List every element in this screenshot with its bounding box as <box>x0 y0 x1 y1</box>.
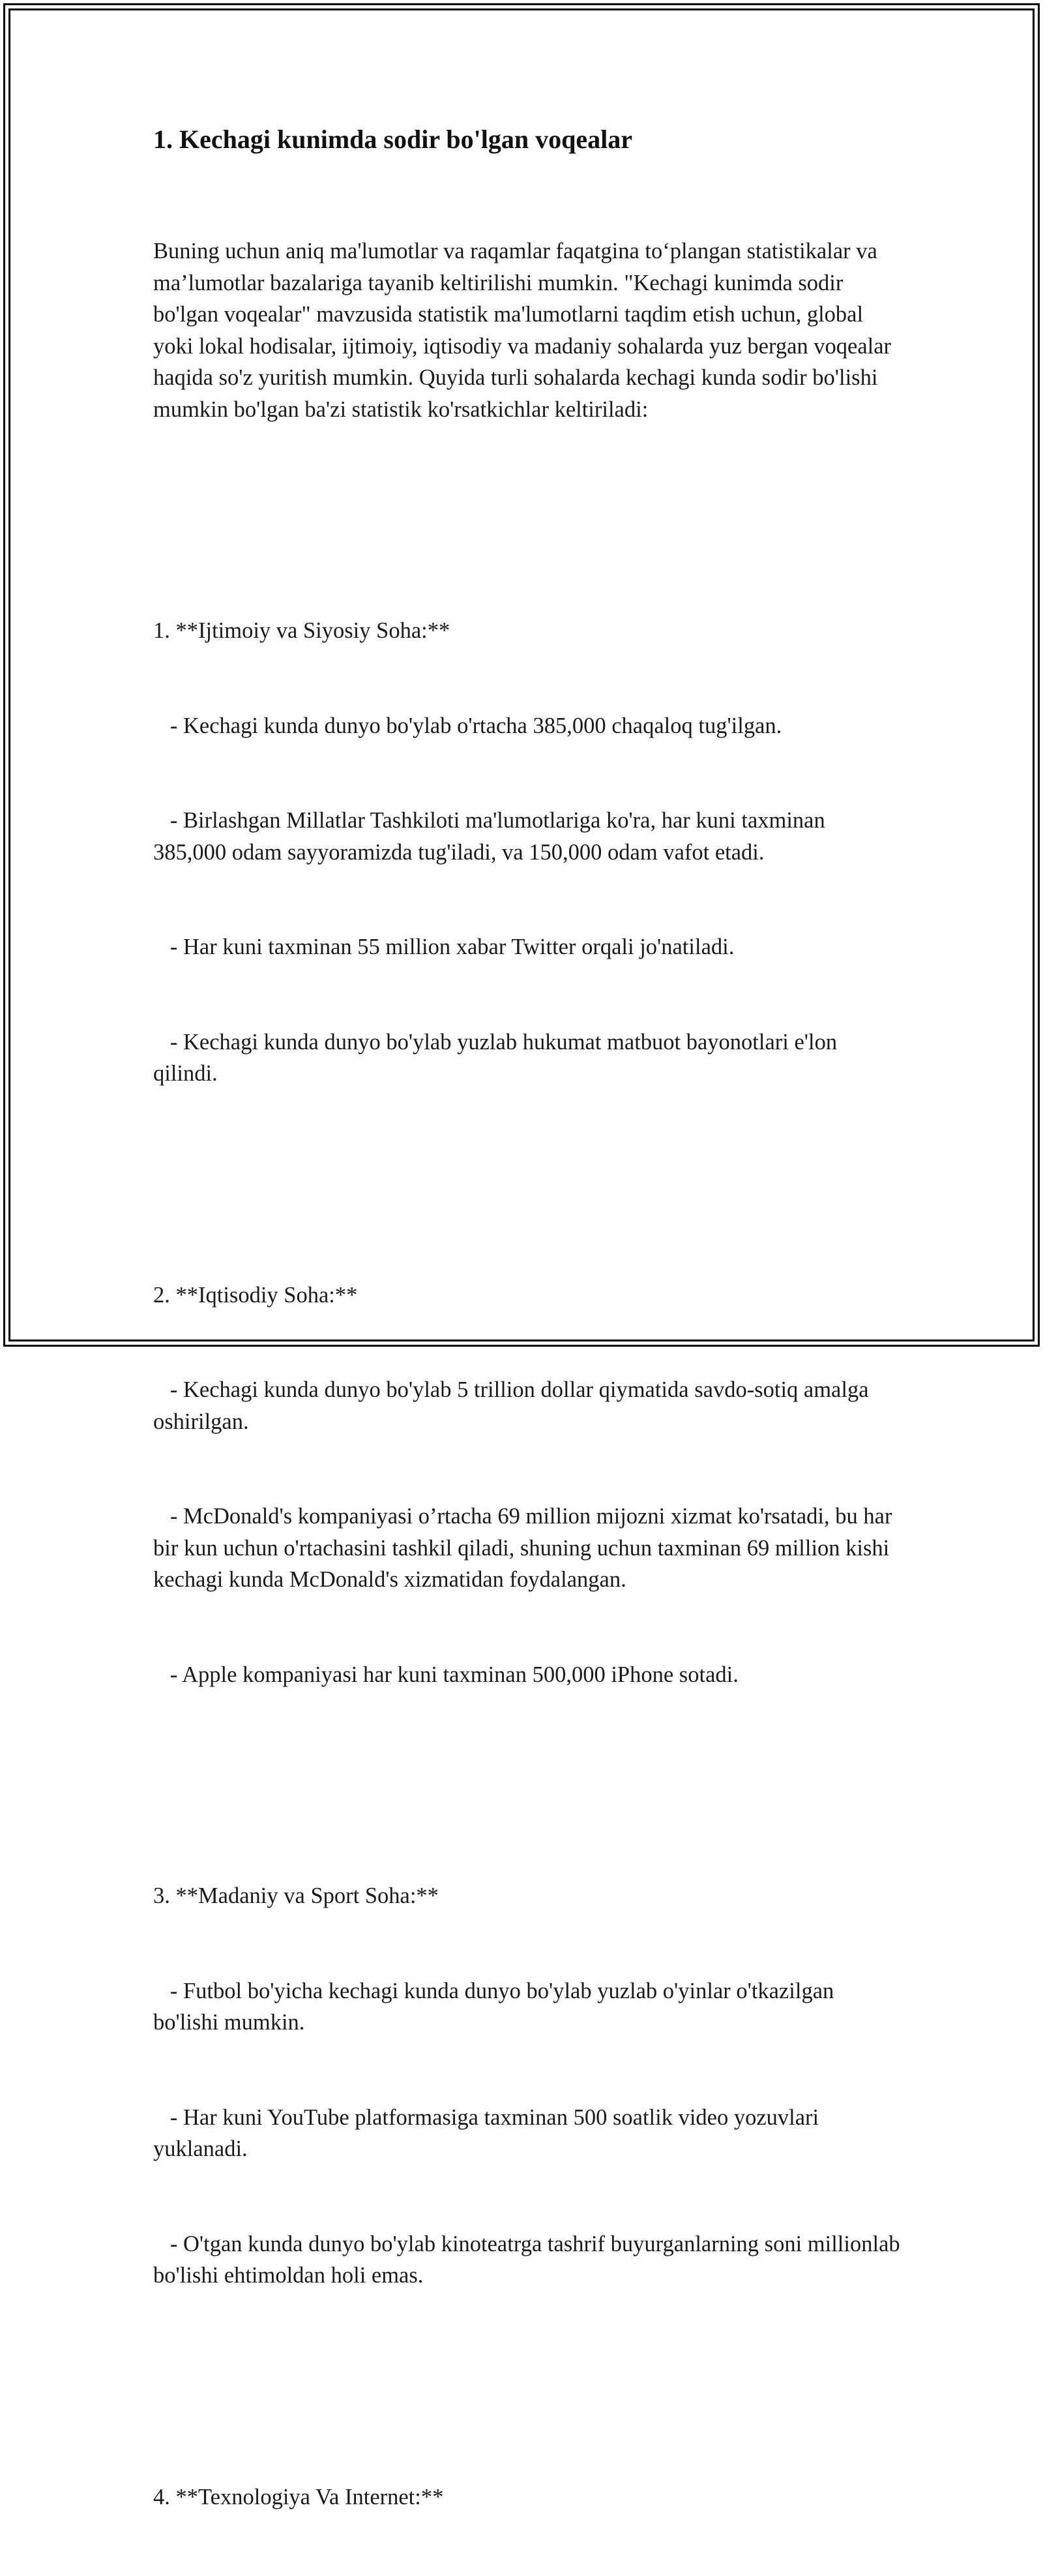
list-item: - Kechagi kunda dunyo bo'ylab 5 trillion dollar qiymatida savdo-sotiq amalga oshirilgan. <box>153 1377 875 1434</box>
intro-paragraph: Buning uchun aniq ma'lumotlar va raqamlar faqatgina to‘plangan statistikalar va ma’lumotlar bazalariga tayanib keltirilishi mumkin. "Kechagi kunimda sodir bo'lgan voqealar" mavzusida statistik ma'lumotlarni taqdim etish uchun, global yoki lokal hodisalar, ijtimoiy, iqtisodiy va madaniy sohalarda yuz bergan voqealar haqida so'z yuritish mumkin. Quyida turli sohalarda kechagi kunda sodir bo'lishi mumkin bo'lgan ba'zi statistik ko'rsatkichlar keltiriladi: <box>153 239 897 422</box>
list-item: - McDonald's kompaniyasi o’rtacha 69 million mijozni xizmat ko'rsatadi, bu har bir kun uchun o'rtachasini tashkil qiladi, shuning uchun taxminan 69 million kishi kechagi kunda McDonald's xizmatidan foydalangan. <box>153 1504 898 1592</box>
list-item: - Apple kompaniyasi har kuni taxminan 500,000 iPhone sotadi. <box>153 1662 739 1687</box>
list-item: - O'tgan kunda dunyo bo'ylab kinoteatrga tashrif buyurganlarning soni millionlab bo'lishi ehtimoldan holi emas. <box>153 2231 906 2288</box>
list-item: - Kechagi kunda dunyo bo'ylab yuzlab hukumat matbuot bayonotlari e'lon qilindi. <box>153 1029 843 1086</box>
list-item: - Kechagi kunda dunyo bo'ylab o'rtacha 385,000 chaqaloq tug'ilgan. <box>153 713 782 738</box>
document-title: 1. Kechagi kunimda sodir bo'lgan voqealar <box>153 125 632 154</box>
document-body <box>153 172 906 2576</box>
list-item: - Futbol bo'yicha kechagi kunda dunyo bo'ylab yuzlab o'yinlar o'tkazilgan bo'lishi mumkin. <box>153 1978 840 2035</box>
list-item: - Har kuni YouTube platformasiga taxminan 500 soatlik video yozuvlari yuklanadi. <box>153 2104 825 2161</box>
blank-line <box>153 1153 903 1185</box>
section-heading-culture-sport: 3. **Madaniy va Sport Soha:** <box>153 1883 439 1908</box>
list-item: - Birlashgan Millatlar Tashkiloti ma'lumotlariga ko'ra, har kuni taxminan 385,000 odam sayyoramizda tug'iladi, va 150,000 odam vafot etadi. <box>153 808 831 865</box>
section-heading-social: 1. **Ijtimoiy va Siyosiy Soha:** <box>153 618 450 643</box>
blank-line <box>153 488 903 520</box>
blank-line <box>153 1754 903 1786</box>
section-heading-economy: 2. **Iqtisodiy Soha:** <box>153 1282 358 1308</box>
list-item: - Har kuni taxminan 55 million xabar Twitter orqali jo'natiladi. <box>153 935 735 959</box>
section-heading-technology: 4. **Texnologiya Va Internet:** <box>153 2484 444 2509</box>
blank-line <box>153 2355 903 2387</box>
document-content <box>153 121 906 2576</box>
